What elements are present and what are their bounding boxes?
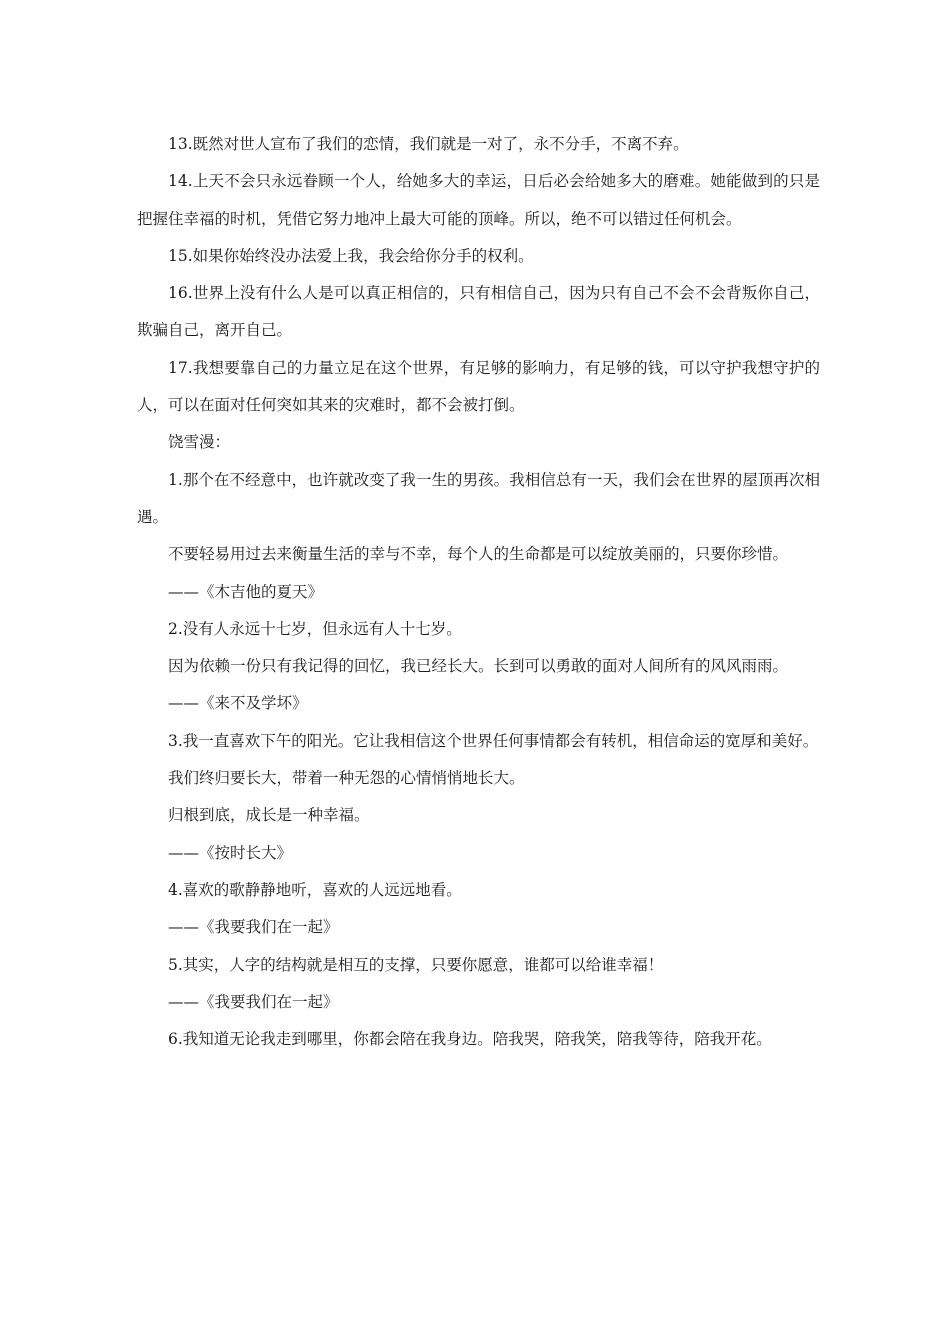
- paragraph-16: 16.世界上没有什么人是可以真正相信的，只有相信自己，因为只有自己不会不会背叛你自己，欺骗自己，离开自己。: [137, 284, 820, 340]
- quote-5-source: ——《我要我们在一起》: [168, 992, 339, 1011]
- quote-4-source: ——《我要我们在一起》: [168, 918, 339, 937]
- paragraph-17: 17.我想要靠自己的力量立足在这个世界，有足够的影响力，有足够的钱，可以守护我想守护的人，可以在面对任何突如其来的灾难时，都不会被打倒。: [137, 358, 820, 415]
- quote-3-source: ——《按时长大》: [168, 843, 293, 862]
- quote-4: 4.喜欢的歌静静地听，喜欢的人远远地看。: [168, 880, 462, 899]
- quote-6: 6.我知道无论我走到哪里，你都会陪在我身边。陪我哭，陪我笑，陪我等待，陪我开花。: [168, 1030, 772, 1049]
- quote-1-continued: 不要轻易用过去来衡量生活的幸与不幸，每个人的生命都是可以绽放美丽的，只要你珍惜。: [168, 545, 789, 564]
- document-body: [137, 126, 820, 1058]
- quote-1-source: ——《木吉他的夏天》: [168, 582, 324, 601]
- author-heading: 饶雪漫：: [168, 433, 231, 452]
- quote-5: 5.其实，人字的结构就是相互的支撑，只要你愿意，谁都可以给谁幸福！: [168, 955, 664, 974]
- quote-2-continued: 因为依赖一份只有我记得的回忆，我已经长大。长到可以勇敢的面对人间所有的风风雨雨。: [168, 657, 789, 676]
- quote-3-continued: 我们终归要长大，带着一种无怨的心情悄悄地长大。: [168, 769, 525, 788]
- quote-2-source: ——《来不及学坏》: [168, 694, 308, 713]
- paragraph-14: 14.上天不会只永远眷顾一个人，给她多大的幸运，日后必会给她多大的磨难。她能做到的只是把握住幸福的时机，凭借它努力地冲上最大可能的顶峰。所以，绝不可以错过任何机会。: [137, 172, 820, 228]
- quote-3-conclusion: 归根到底，成长是一种幸福。: [168, 806, 370, 825]
- paragraph-13: 13.既然对世人宣布了我们的恋情，我们就是一对了，永不分手，不离不弃。: [168, 135, 689, 153]
- quote-3: 3.我一直喜欢下午的阳光。它让我相信这个世界任何事情都会有转机，相信命运的宽厚和美好。: [168, 731, 819, 750]
- quote-2: 2.没有人永远十七岁，但永远有人十七岁。: [168, 619, 462, 638]
- paragraph-15: 15.如果你始终没办法爱上我，我会给你分手的权利。: [168, 246, 534, 265]
- quote-1: 1.那个在不经意中，也许就改变了我一生的男孩。我相信总有一天，我们会在世界的屋顶再次相遇。: [137, 470, 820, 526]
